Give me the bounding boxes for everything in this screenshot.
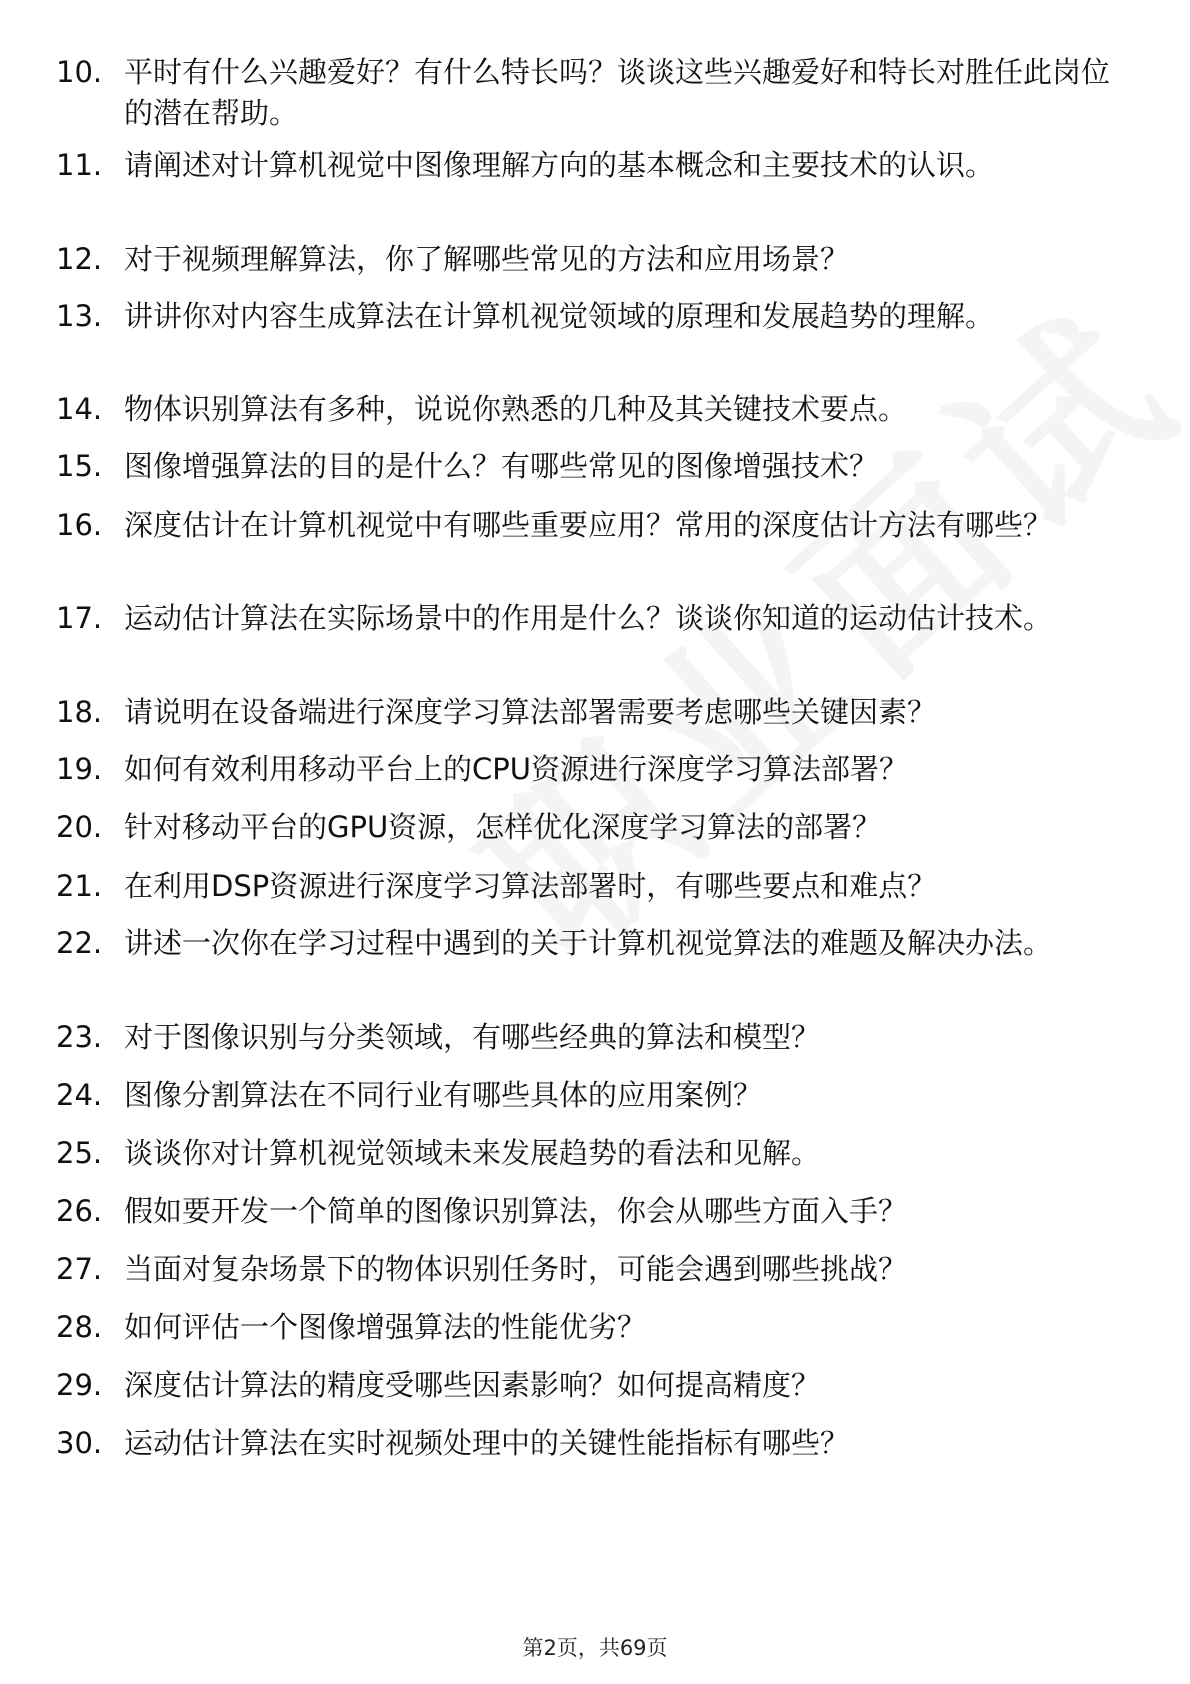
item-text: 针对移动平台的GPU资源，怎样优化深度学习算法的部署？	[124, 810, 882, 844]
list-item	[56, 446, 1116, 487]
item-number: 24.	[56, 1078, 103, 1112]
item-number: 19.	[56, 752, 103, 786]
list-item	[56, 1133, 1116, 1174]
item-text: 请阐述对计算机视觉中图像理解方向的基本概念和主要技术的认识。	[124, 148, 995, 182]
list-item	[56, 1307, 1116, 1348]
item-number: 16.	[56, 508, 103, 542]
item-number: 11.	[56, 148, 103, 182]
list-item	[56, 296, 1116, 337]
item-text: 对于图像识别与分类领域，有哪些经典的算法和模型？	[124, 1020, 821, 1054]
list-item	[56, 1075, 1116, 1116]
list-item	[56, 505, 1116, 546]
item-text: 运动估计算法在实际场景中的作用是什么？谈谈你知道的运动估计技术。	[124, 601, 1053, 635]
item-text: 在利用DSP资源进行深度学习算法部署时，有哪些要点和难点？	[124, 869, 937, 903]
list-item	[56, 239, 1116, 280]
item-number: 28.	[56, 1310, 103, 1344]
item-number: 15.	[56, 449, 103, 483]
item-text: 图像分割算法在不同行业有哪些具体的应用案例？	[124, 1078, 763, 1112]
item-number: 29.	[56, 1368, 103, 1402]
item-number: 25.	[56, 1136, 103, 1170]
list-item	[56, 692, 1116, 733]
item-text: 平时有什么兴趣爱好？有什么特长吗？谈谈这些兴趣爱好和特长对胜任此岗位的潜在帮助。	[124, 55, 1111, 130]
item-text: 对于视频理解算法，你了解哪些常见的方法和应用场景？	[124, 242, 850, 276]
item-text: 如何评估一个图像增强算法的性能优劣？	[124, 1310, 647, 1344]
list-item	[56, 1423, 1116, 1464]
list-item	[56, 1017, 1116, 1058]
item-text: 运动估计算法在实时视频处理中的关键性能指标有哪些？	[124, 1426, 850, 1460]
item-number: 21.	[56, 869, 103, 903]
item-text: 当面对复杂场景下的物体识别任务时，可能会遇到哪些挑战？	[124, 1252, 908, 1286]
item-number: 18.	[56, 695, 103, 729]
list-item	[56, 1249, 1116, 1290]
list-item	[56, 923, 1116, 964]
list-item	[56, 1191, 1116, 1232]
item-text: 假如要开发一个简单的图像识别算法，你会从哪些方面入手？	[124, 1194, 908, 1228]
item-number: 22.	[56, 926, 103, 960]
item-number: 20.	[56, 810, 103, 844]
list-item	[56, 598, 1116, 639]
item-number: 17.	[56, 601, 103, 635]
list-item	[56, 1365, 1116, 1406]
item-text: 深度估计算法的精度受哪些因素影响？如何提高精度？	[124, 1368, 821, 1402]
list-item	[56, 145, 1116, 186]
item-text: 深度估计在计算机视觉中有哪些重要应用？常用的深度估计方法有哪些？	[124, 508, 1053, 542]
list-item	[56, 52, 1116, 134]
item-number: 30.	[56, 1426, 103, 1460]
list-item	[56, 866, 1116, 907]
item-number: 27.	[56, 1252, 103, 1286]
item-text: 如何有效利用移动平台上的CPU资源进行深度学习算法部署？	[124, 752, 908, 786]
item-text: 讲述一次你在学习过程中遇到的关于计算机视觉算法的难题及解决办法。	[124, 926, 1053, 960]
item-number: 12.	[56, 242, 103, 276]
item-text: 物体识别算法有多种，说说你熟悉的几种及其关键技术要点。	[124, 392, 908, 426]
item-number: 26.	[56, 1194, 103, 1228]
item-number: 13.	[56, 299, 103, 333]
item-number: 10.	[56, 55, 103, 89]
item-text: 讲讲你对内容生成算法在计算机视觉领域的原理和发展趋势的理解。	[124, 299, 995, 333]
item-number: 23.	[56, 1020, 103, 1054]
list-item	[56, 749, 1116, 790]
item-text: 请说明在设备端进行深度学习算法部署需要考虑哪些关键因素？	[124, 695, 937, 729]
list-item	[56, 389, 1116, 430]
page-footer: 第2页，共69页	[522, 1636, 668, 1660]
list-item	[56, 807, 1116, 848]
item-text: 图像增强算法的目的是什么？有哪些常见的图像增强技术？	[124, 449, 879, 483]
item-number: 14.	[56, 392, 103, 426]
item-text: 谈谈你对计算机视觉领域未来发展趋势的看法和见解。	[124, 1136, 821, 1170]
